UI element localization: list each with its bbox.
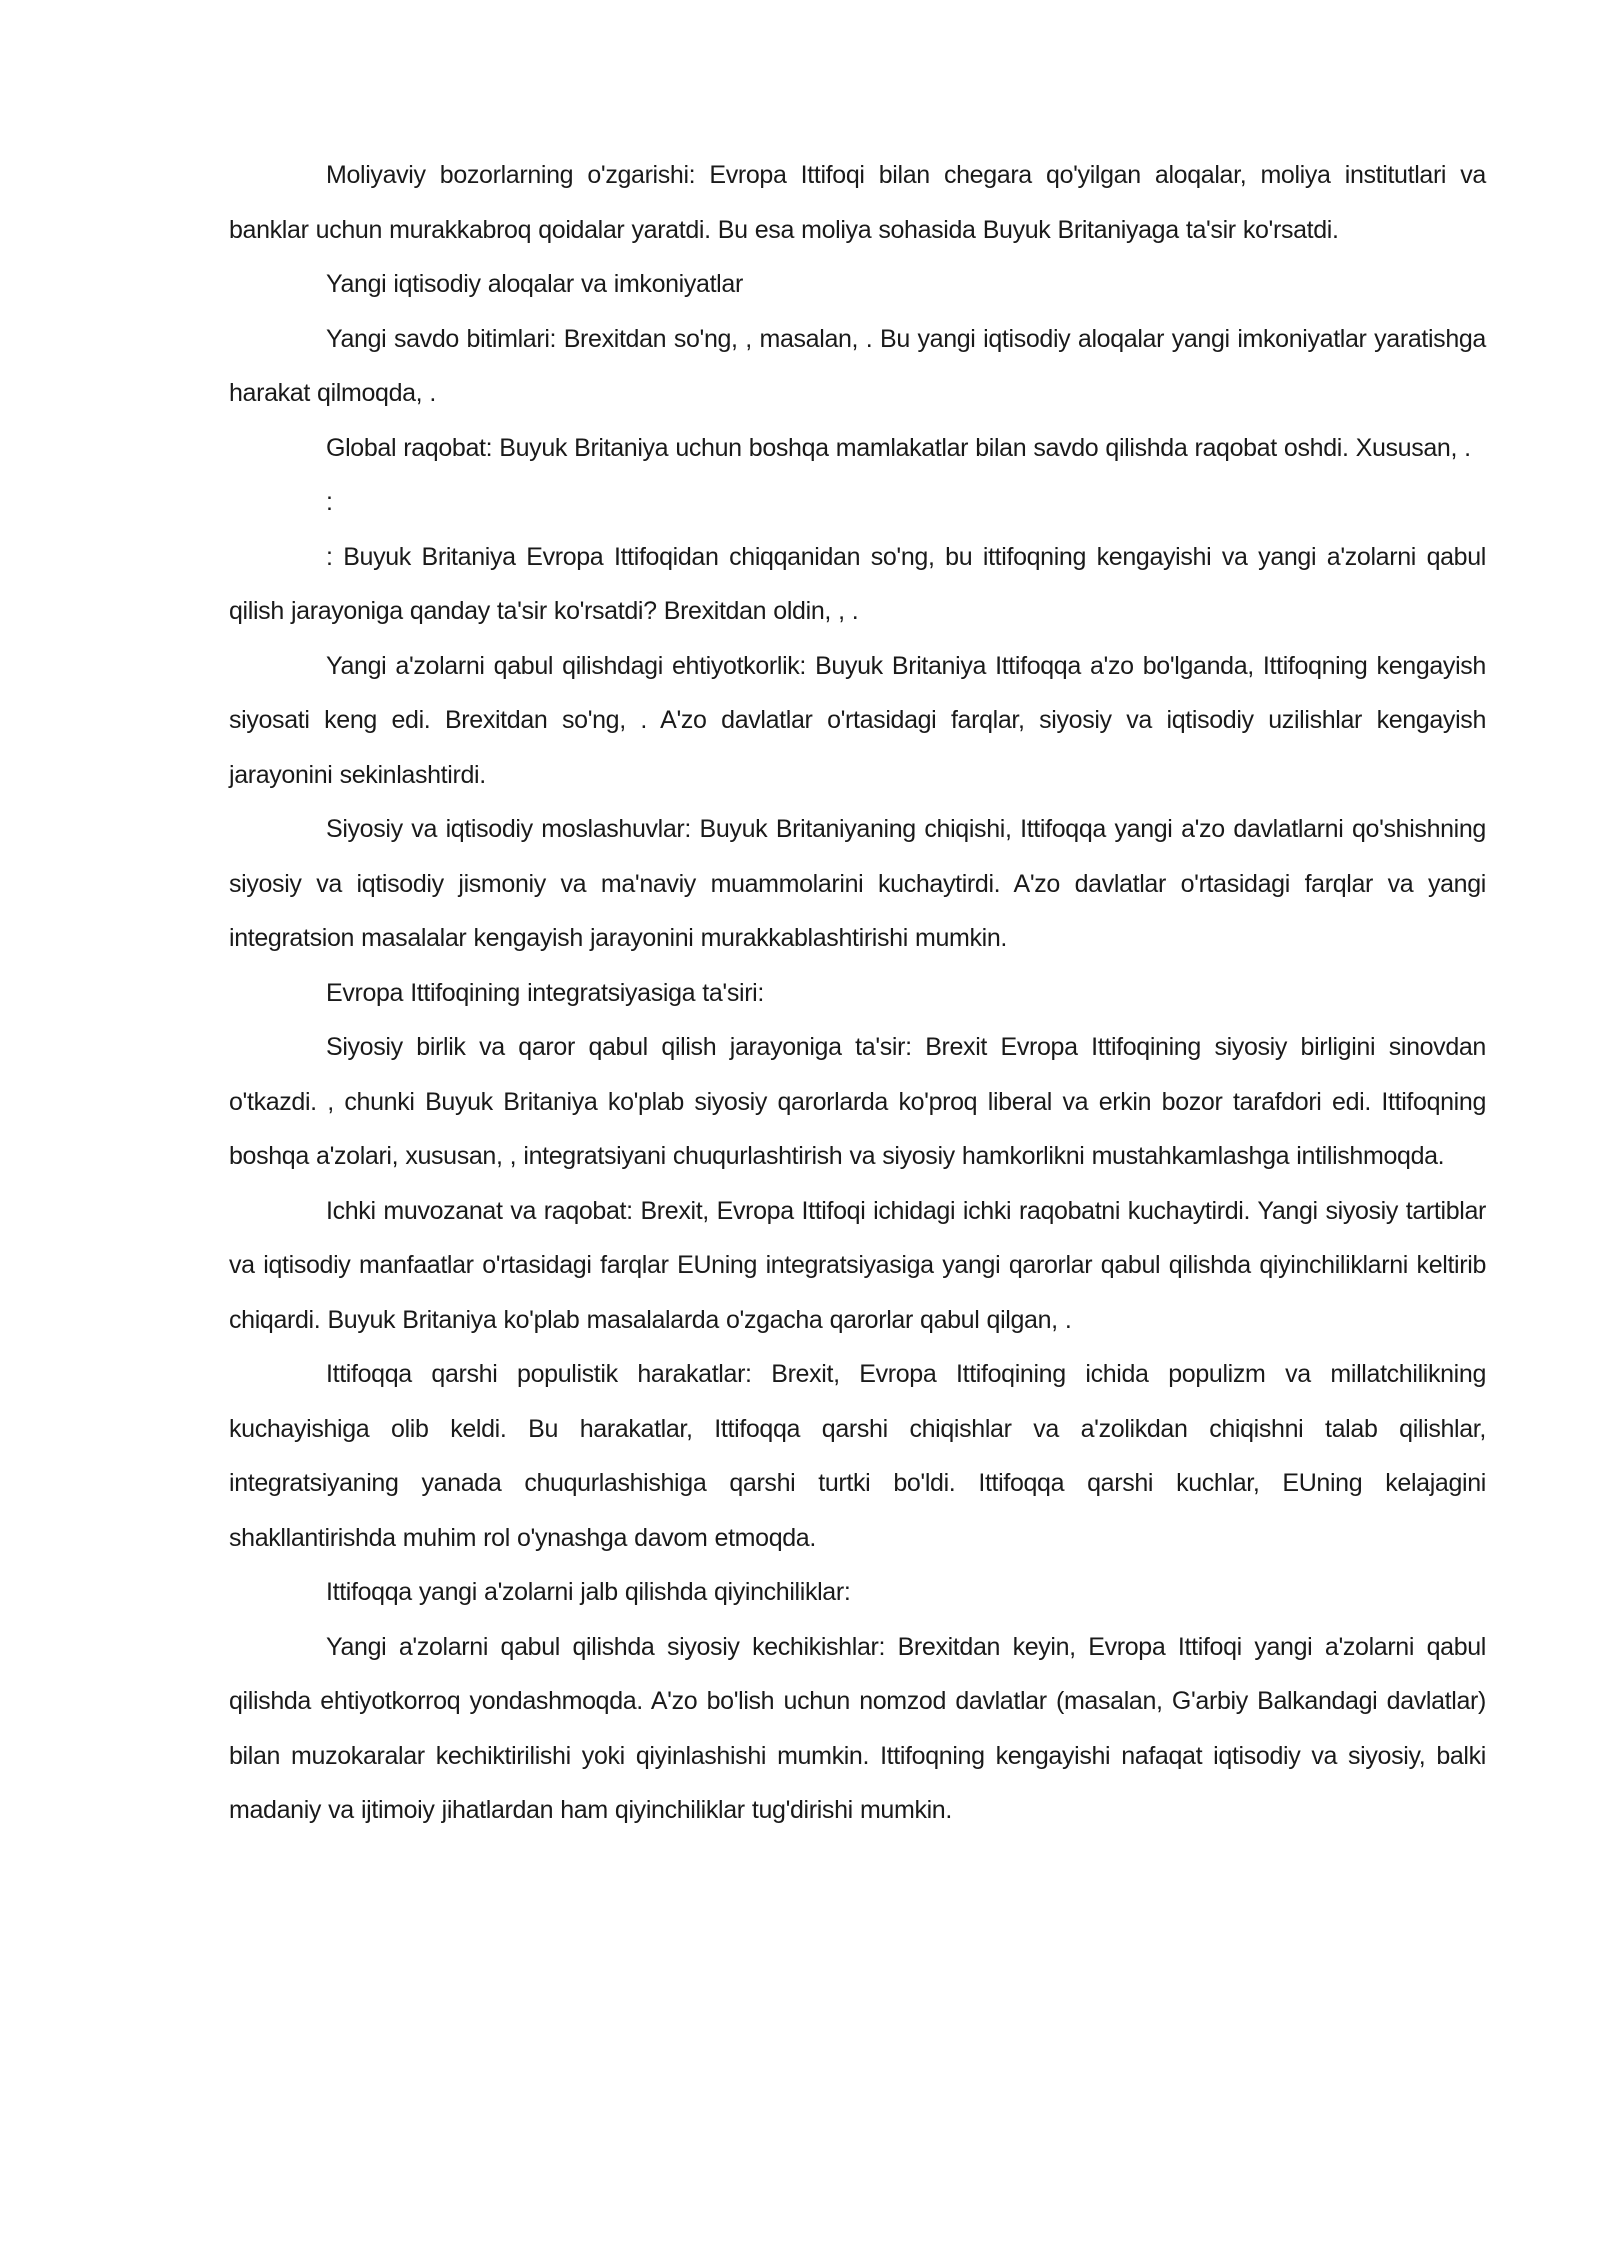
- paragraph-new-trade-deals: Yangi savdo bitimlari: Brexitdan so'ng, , masalan, . Bu yangi iqtisodiy aloqalar yangi imkoniyatlar yaratishga harakat qilmoqda, .: [229, 324, 1486, 407]
- paragraph-political-delays: Yangi a'zolarni qabul qilishda siyosiy kechikishlar: Brexitdan keyin, Evropa Ittifoqi yangi a'zolarni qabul qilishda ehtiyotkorroq yondashmoqda. A'zo bo'lish uchun nomzod davlatlar (masalan, G'arbiy Balkandagi davlatlar) bilan muzokaralar kechiktirilishi yoki qiyinlashishi mumkin. Ittifoqning kengayishi nafaqat iqtisodiy va siyosiy, balki madaniy va ijtimoiy jihatlardan ham qiyinchiliklar tug'dirishi mumkin.: [229, 1632, 1486, 1824]
- document-body: [229, 148, 1486, 1838]
- paragraph-eu-enlargement-question: : Buyuk Britaniya Evropa Ittifoqidan chiqqanidan so'ng, bu ittifoqning kengayishi va yangi a'zolarni qabul qilish jarayoniga qanday ta'sir ko'rsatdi? Brexitdan oldin, , .: [229, 542, 1486, 625]
- heading-attracting-new-members: Ittifoqqa yangi a'zolarni jalb qilishda qiyinchiliklar:: [326, 1578, 851, 1606]
- heading-new-economic-ties: Yangi iqtisodiy aloqalar va imkoniyatlar: [326, 270, 743, 298]
- paragraph-internal-balance: Ichki muvozanat va raqobat: Brexit, Evropa Ittifoqi ichidagi ichki raqobatni kuchaytirdi. Yangi siyosiy tartiblar va iqtisodiy manfaatlar o'rtasidagi farqlar EUning integratsiyasiga yangi qarorlar qabul qilishda qiyinchiliklarni keltirib chiqardi. Buyuk Britaniya ko'plab masalalarda o'zgacha qarorlar qabul qilgan, .: [229, 1196, 1486, 1334]
- paragraph-financial-markets: Moliyaviy bozorlarning o'zgarishi: Evropa Ittifoqi bilan chegara qo'yilgan aloqalar, moliya institutlari va banklar uchun murakkabroq qoidalar yaratdi. Bu esa moliya sohasida Buyuk Britaniyaga ta'sir ko'rsatdi.: [229, 161, 1486, 244]
- paragraph-political-economic-adjustments: Siyosiy va iqtisodiy moslashuvlar: Buyuk Britaniyaning chiqishi, Ittifoqqa yangi a'zo davlatlarni qo'shishning siyosiy va iqtisodiy jismoniy va ma'naviy muammolarini kuchaytirdi. A'zo davlatlar o'rtasidagi farqlar va yangi integratsion masalalar kengayish jarayonini murakkablashtirishi mumkin.: [229, 815, 1486, 952]
- paragraph-caution-new-members: Yangi a'zolarni qabul qilishdagi ehtiyotkorlik: Buyuk Britaniya Ittifoqqa a'zo bo'lganda, Ittifoqning kengayish siyosati keng edi. Brexitdan so'ng, . A'zo davlatlar o'rtasidagi farqlar, siyosiy va iqtisodiy uzilishlar kengayish jarayonini sekinlashtirdi.: [229, 651, 1486, 789]
- heading-eu-integration-impact: Evropa Ittifoqining integratsiyasiga ta'siri:: [326, 978, 764, 1007]
- paragraph-global-competition: Global raqobat: Buyuk Britaniya uchun boshqa mamlakatlar bilan savdo qilishda raqobat oshdi. Xususan, .: [326, 433, 1471, 462]
- paragraph-colon-line: :: [326, 488, 333, 516]
- paragraph-populist-movements: Ittifoqqa qarshi populistik harakatlar: Brexit, Evropa Ittifoqining ichida populizm va millatchilikning kuchayishiga olib keldi. Bu harakatlar, Ittifoqqa qarshi chiqishlar va a'zolikdan chiqishni talab qilishlar, integratsiyaning yanada chuqurlashishiga qarshi turtki bo'ldi. Ittifoqqa qarshi kuchlar, EUning kelajagini shakllantirishda muhim rol o'ynashga davom etmoqda.: [229, 1360, 1486, 1552]
- paragraph-political-unity: Siyosiy birlik va qaror qabul qilish jarayoniga ta'sir: Brexit Evropa Ittifoqining siyosiy birligini sinovdan o'tkazdi. , chunki Buyuk Britaniya ko'plab siyosiy qarorlarda ko'proq liberal va erkin bozor tarafdori edi. Ittifoqning boshqa a'zolari, xususan, , integratsiyani chuqurlashtirish va siyosiy hamkorlikni mustahkamlashga intilishmoqda.: [229, 1033, 1486, 1170]
